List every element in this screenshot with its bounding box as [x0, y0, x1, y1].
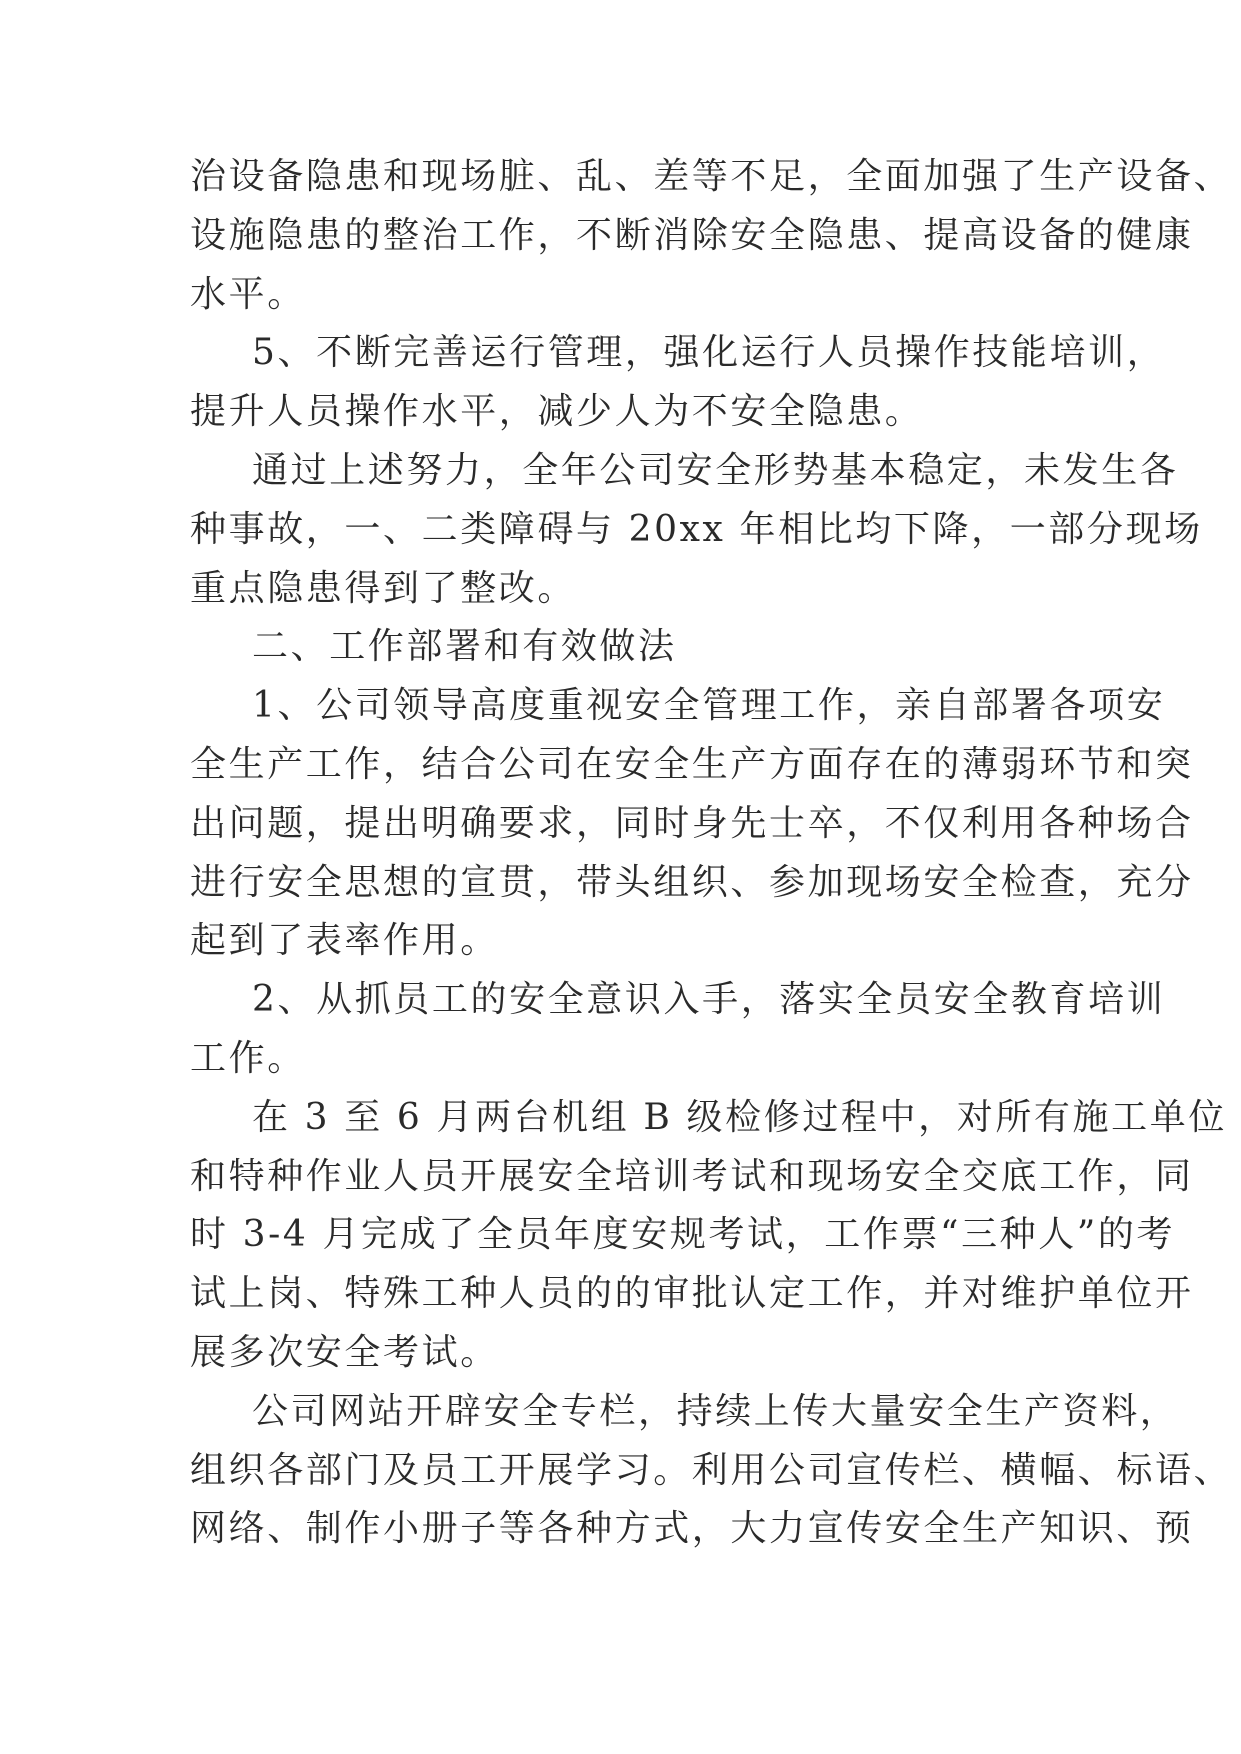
paragraph-start-line: 5、不断完善运行管理，强化运行人员操作技能培训， [252, 332, 1166, 374]
text-line: 起到了表率作用。 [190, 920, 499, 962]
text-line: 全生产工作，结合公司在安全生产方面存在的薄弱环节和突 [190, 743, 1194, 785]
paragraph-start-line: 在 3 至 6 月两台机组 B 级检修过程中，对所有施工单位 [252, 1096, 1227, 1138]
section-heading: 二、工作部署和有效做法 [252, 626, 677, 668]
text-line: 和特种作业人员开展安全培训考试和现场安全交底工作，同 [190, 1155, 1194, 1197]
paragraph-start-line: 通过上述努力，全年公司安全形势基本稳定，未发生各 [252, 449, 1179, 491]
text-line: 时 3-4 月完成了全员年度安规考试，工作票“三种人”的考 [190, 1214, 1176, 1256]
paragraph-start-line: 2、从抓员工的安全意识入手，落实全员安全教育培训 [252, 979, 1166, 1021]
text-line: 工作。 [190, 1037, 306, 1079]
text-line: 提升人员操作水平，减少人为不安全隐患。 [190, 391, 924, 433]
text-line: 设施隐患的整治工作，不断消除安全隐患、提高设备的健康 [190, 214, 1194, 256]
paragraph-start-line: 公司网站开辟安全专栏，持续上传大量安全生产资料， [252, 1390, 1179, 1432]
text-line: 网络、制作小册子等各种方式，大力宣传安全生产知识、预 [190, 1508, 1194, 1550]
text-line: 治设备隐患和现场脏、乱、差等不足，全面加强了生产设备、 [190, 156, 1233, 197]
text-line: 水平。 [190, 273, 306, 315]
text-line: 试上岗、特殊工种人员的的审批认定工作，并对维护单位开 [190, 1273, 1194, 1315]
document-body [190, 148, 1233, 1559]
text-line: 展多次安全考试。 [190, 1331, 499, 1373]
text-line: 组织各部门及员工开展学习。利用公司宣传栏、横幅、标语、 [190, 1449, 1233, 1491]
text-line: 进行安全思想的宣贯，带头组织、参加现场安全检查，充分 [190, 861, 1194, 903]
text-line: 种事故，一、二类障碍与 20xx 年相比均下降，一部分现场 [190, 508, 1203, 550]
paragraph-start-line: 1、公司领导高度重视安全管理工作，亲自部署各项安 [252, 685, 1166, 727]
text-line: 重点隐患得到了整改。 [190, 567, 577, 609]
text-line: 出问题，提出明确要求，同时身先士卒，不仅利用各种场合 [190, 802, 1194, 844]
